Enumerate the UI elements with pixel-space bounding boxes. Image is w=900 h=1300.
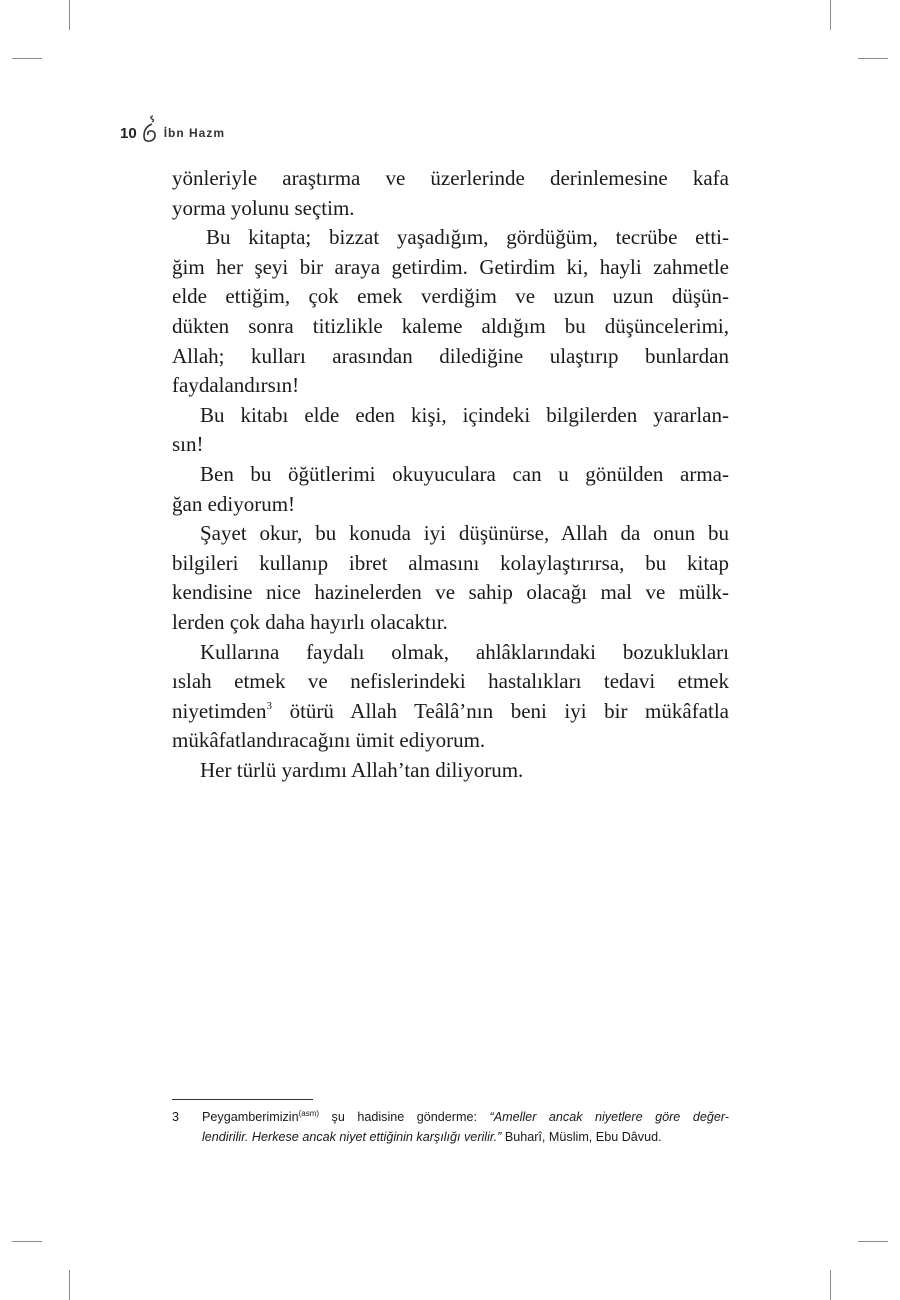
text-line: yorma yolunu seçtim. (172, 195, 355, 220)
text-line: mükâfatlandıracağını ümit ediyorum. (172, 728, 486, 753)
body-text (172, 164, 729, 785)
text-line: lerden çok daha hayırlı olacaktır. (172, 609, 448, 634)
text-line: ıslah etmek ve nefislerindeki hastalıkları tedavi etmek (172, 669, 729, 694)
footnote-number: 3 (172, 1110, 180, 1124)
crop-mark-top-right (830, 0, 831, 30)
running-header (120, 118, 225, 148)
text-fragment: niyetimden (172, 698, 267, 723)
text-line: Kullarına faydalı olmak, ahlâklarındaki bozuklukları (200, 639, 729, 664)
text-line: faydalandırsın! (172, 373, 300, 398)
footnote-line (172, 1107, 729, 1127)
honorific-abbreviation: (asm) (298, 1109, 320, 1118)
running-title: İbn Hazm (163, 126, 226, 140)
text-line: dükten sonra titizlikle kaleme aldığım bu düşüncelerimi, (172, 313, 729, 338)
hadith-quote: “Ameller ancak niyetlere göre değer- (489, 1110, 729, 1124)
text-line: Bu kitabı elde eden kişi, içindeki bilgilerden yararlan- (200, 402, 729, 427)
text-line: ğim her şeyi bir araya getirdim. Getirdim ki, hayli zahmetle (172, 254, 729, 279)
crop-mark-bottom-left (69, 1270, 70, 1300)
text-line: Bu kitapta; bizzat yaşadığım, gördüğüm, tecrübe etti- (206, 225, 729, 250)
crop-mark-top-left (69, 0, 70, 30)
text-line: bilgileri kullanıp ibret almasını kolaylaştırırsa, bu kitap (172, 550, 729, 575)
crop-mark-left-bottom (12, 1241, 42, 1242)
text-line: ğan ediyorum! (172, 491, 296, 516)
crop-mark-right-bottom (858, 1241, 888, 1242)
crop-mark-left-top (12, 58, 42, 59)
text-line: Allah; kulları arasından dilediğine ulaştırıp bunlardan (172, 343, 729, 368)
text-line: Şayet okur, bu konuda iyi düşünürse, Allah da onun bu (200, 521, 729, 546)
page-number: 10 (120, 124, 137, 142)
text-line: kendisine nice hazinelerden ve sahip olacağı mal ve mülk- (172, 580, 729, 605)
footnote-separator (172, 1099, 313, 1100)
hadith-quote: lendirilir. Herkese ancak niyet ettiğinin karşılığı verilir.” (202, 1130, 502, 1144)
calligraphy-ornament-icon (140, 112, 162, 146)
footnote-line (172, 1127, 729, 1147)
text-line: Ben bu öğütlerimi okuyuculara can u gönülden arma- (200, 461, 729, 486)
crop-mark-right-top (858, 58, 888, 59)
text-line: sın! (172, 432, 204, 457)
crop-mark-bottom-right (830, 1270, 831, 1300)
footnote-text: Peygamberimizin (202, 1110, 299, 1124)
footnote-text: şu hadisine gönderme: (319, 1110, 490, 1124)
footnote-sources: Buharî, Müslim, Ebu Dâvud. (501, 1130, 662, 1144)
footnote-reference[interactable]: 3 (266, 699, 272, 712)
text-line: yönleriyle araştırma ve üzerlerinde derinlemesine kafa (172, 166, 729, 190)
text-line: elde ettiğim, çok emek verdiğim ve uzun uzun düşün- (172, 284, 729, 309)
text-line: Her türlü yardımı Allah’tan diliyorum. (200, 757, 524, 782)
footnote (172, 1107, 729, 1147)
text-line (172, 697, 729, 727)
text-fragment: ötürü Allah Teâlâ’nın beni iyi bir mükâfatla (289, 698, 730, 723)
